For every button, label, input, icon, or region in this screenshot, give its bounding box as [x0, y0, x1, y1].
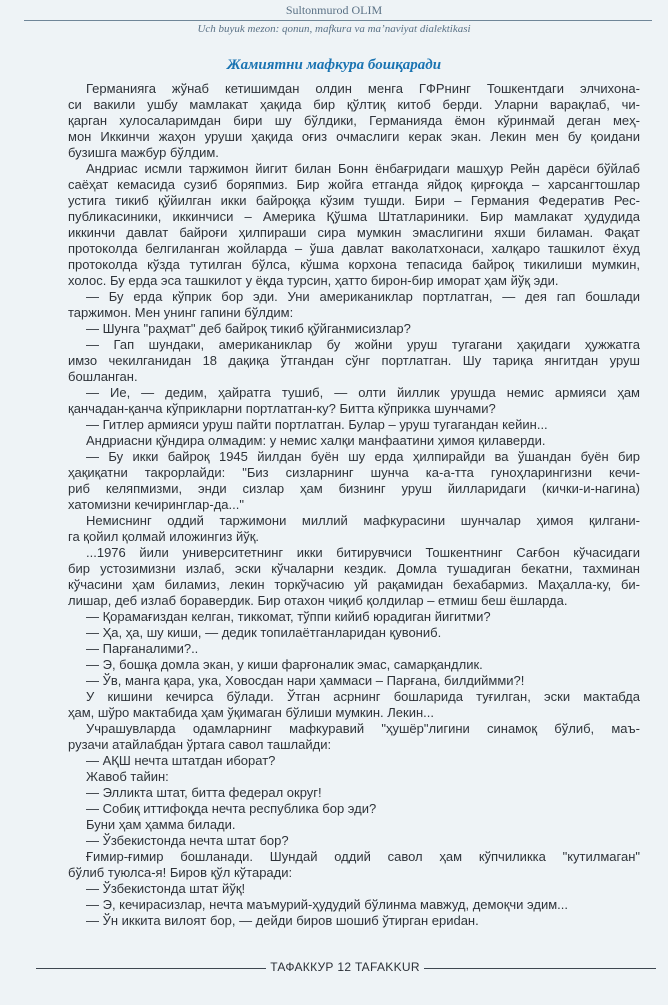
article-line: саёҳат кемасида сузиб боряпмиз. Бир жойга етганда яйдоқ қирғоқда – харсангтошлар [68, 177, 640, 192]
article-line: — Гитлер армияси уруш пайти портлатган. Булар – уруш тугагандан кейин... [86, 417, 548, 432]
article-line: — Парғаналими?.. [86, 641, 199, 656]
article-line: холос. Бу ерда эса ташкилот у ёқда турсин, ҳатто бирон-бир иморат ҳам йўқ эди. [68, 273, 559, 288]
article-line: таржимон. Мен унинг гапини бўлдим: [68, 305, 294, 320]
article-line: — Қорамағиздан келган, тиккомат, тўппи кийиб юрадиган йигитми? [86, 609, 491, 624]
article-line: рузачи атайлабдан ўртага савол ташлайди: [68, 737, 332, 752]
article-line: — Гап шундаки, американиклар бу жойни уруш тугагани ҳақидаги ҳужжатга [86, 337, 640, 352]
article-line: Андриас исмли таржимон йигит билан Бонн ёнбағридаги машҳур Рейн дарёси бўйлаб [86, 161, 640, 176]
article-line: имзо чекилганидан 18 дақиқа ўтгандан сўнг портлатган. Шу тариқа янгитдан уруш [68, 353, 640, 368]
article-line: — Ўзбекистонда штат йўқ! [86, 881, 246, 896]
article-line: — Собиқ иттифоқда нечта республика бор эди? [86, 801, 377, 816]
article-line: — Ҳа, ҳа, шу киши, — дедик топилаётганларидан қувониб. [86, 625, 442, 640]
article-line: — Ўзбекистонда нечта штат бор? [86, 833, 289, 848]
article-line: — Бу икки байроқ 1945 йилдан буён шу ерда ҳилпирайди ва ўшандан буён бир [86, 449, 640, 464]
footer-page-label: ТАФАККУР 12 TAFAKKUR [270, 960, 420, 974]
article-line: ...1976 йили университетнинг икки битирувчиси Тошкентнинг Сағбон кўчасидаги [86, 545, 640, 560]
footer-rule-left [36, 968, 266, 969]
article-line: ҳам, шўро мактабида ҳам ўқимаган бўлиши мумкин. Лекин... [68, 705, 434, 720]
article-line: У кишини кечирса бўлади. Ўтган асрнинг бошларида туғилган, эски мактабда [86, 689, 640, 704]
running-header-subtitle: Uch buyuk mezon: qonun, mafkura va ma’naviyat dialektikasi [197, 23, 471, 35]
article-line: Андриасни қўндира олмадим: у немис халқи манфаатини ҳимоя қилаверди. [86, 433, 546, 448]
article-line: мон Иккинчи жаҳон уруши ҳақида оғиз очмаслиги керак экан. Лекин мен бу қоидани [68, 129, 640, 144]
article-line: — Э, бошқа домла экан, у киши фарғоналик эмас, самарқандлик. [86, 657, 483, 672]
running-header-author: Sultonmurod OLIM [285, 3, 383, 17]
article-line: кўчасини ҳам биламиз, лекин торкўчасию уй рақамидан бехабармиз. Маҳалла-ку, би- [68, 577, 640, 592]
article-line: — Ўн иккита вилоят бор, — дейди биров шошиб ўтирган ериdан. [86, 913, 479, 928]
article-body [68, 81, 640, 929]
article-line: бўлиб туюлса-я! Биров қўл кўтаради: [68, 865, 293, 880]
article-line: қанчадан-қанча кўприкларни портлатган-ку? Битта кўприкка шунчами? [68, 401, 496, 416]
article-line: Жавоб тайин: [86, 769, 169, 784]
article-line: лишар, деб излаб боравердик. Бир отахон чиқиб қолдилар – етмиш беш ёшларда. [68, 593, 568, 608]
article-line: — АҚШ нечта штатдан иборат? [86, 753, 276, 768]
article-line: иккинчи давлат байроғи ҳилпираши сира мумкин эмаслигини яхши биламан. Фақат [68, 225, 640, 240]
article-line: — Бу ерда кўприк бор эди. Уни американиклар портлатган, — дея гап бошлади [86, 289, 640, 304]
article-line: Немиснинг оддий таржимони миллий мафкурасини шунчалар ҳимоя қилгани- [86, 513, 640, 528]
article-line: — Ие, — дедим, ҳайратга тушиб, — олти йиллик урушда немис армияси ҳам [86, 385, 640, 400]
article-line: бошланган. [68, 369, 138, 384]
footer-rule-right [424, 968, 656, 969]
article-line: бузишга мажбур бўлдим. [68, 145, 219, 160]
article-line: — Ўв, манга қара, ука, Ховосдан нари ҳаммаси – Парғана, билдиймми?! [86, 673, 525, 688]
article-line: риб келяпмизми, энди сизлар ҳам бизнинг уруш йилларидаги (кички-и-нагина) [68, 481, 640, 496]
article-line: — Элликта штат, битта федерал округ! [86, 785, 322, 800]
article-line: протоколда белгиланган жойларда – ўша давлат ваколатхонаси, халқаро ташкилот ёхуд [68, 241, 640, 256]
page-footer [0, 958, 668, 978]
article-line: публикасиники, иккинчиси – Америка Қўшма Штатлариники. Бир мамлакат ҳудудида [68, 209, 640, 224]
article-line: га қойил қолмай иложингиз йўқ. [68, 529, 260, 544]
article-line: протоколда кўзда тутилган бўлса, кўшма корхона тепасида байроқ тикилиши мумкин, [68, 257, 640, 272]
article-line: қарган хулосаларимдан бири шу бўлдики, Германияда ёмон кўринмай деган меҳ- [68, 113, 640, 128]
article-line: — Э, кечирасизлар, нечта маъмурий-ҳудудий бўлинма мавжуд, демоқчи эдим... [86, 897, 568, 912]
article-line: Учрашувларда одамларнинг мафкуравий "ҳушёр"лигини синамоқ бўлиб, маъ- [86, 721, 640, 736]
header-divider [24, 20, 652, 21]
article-line: Германияга жўнаб кетишимдан олдин менга ГФРнинг Тошкентдаги элчихона- [86, 81, 640, 96]
article-line: — Шунга "раҳмат" деб байроқ тикиб қўйганмисизлар? [86, 321, 411, 336]
article-line: устига тикиб қўйилган икки байроққа кўзим тушди. Бири – Германия Федератив Рес- [68, 193, 640, 208]
article-line: Ғимир-ғимир бошланади. Шундай оддий савол ҳам кўпчиликка "кутилмаган" [86, 849, 640, 864]
article-line: ҳақиқатни такрорлайди: "Биз сизларнинг шунча ка-а-тта гуноҳларингизни кечи- [68, 465, 640, 480]
article-line: си вакили ушбу мамлакат ҳақида бир қўлтиқ китоб берди. Уларни варақлаб, чи- [68, 97, 640, 112]
article-line: бир устозимизни излаб, эски кўчаларни кездик. Домла тушадиган бекатни, тахминан [68, 561, 640, 576]
article-line: хатомизни кечиринглар-да..." [68, 497, 244, 512]
article-title: Жамиятни мафкура бошқаради [226, 57, 442, 73]
article-line: Буни ҳам ҳамма билади. [86, 817, 236, 832]
